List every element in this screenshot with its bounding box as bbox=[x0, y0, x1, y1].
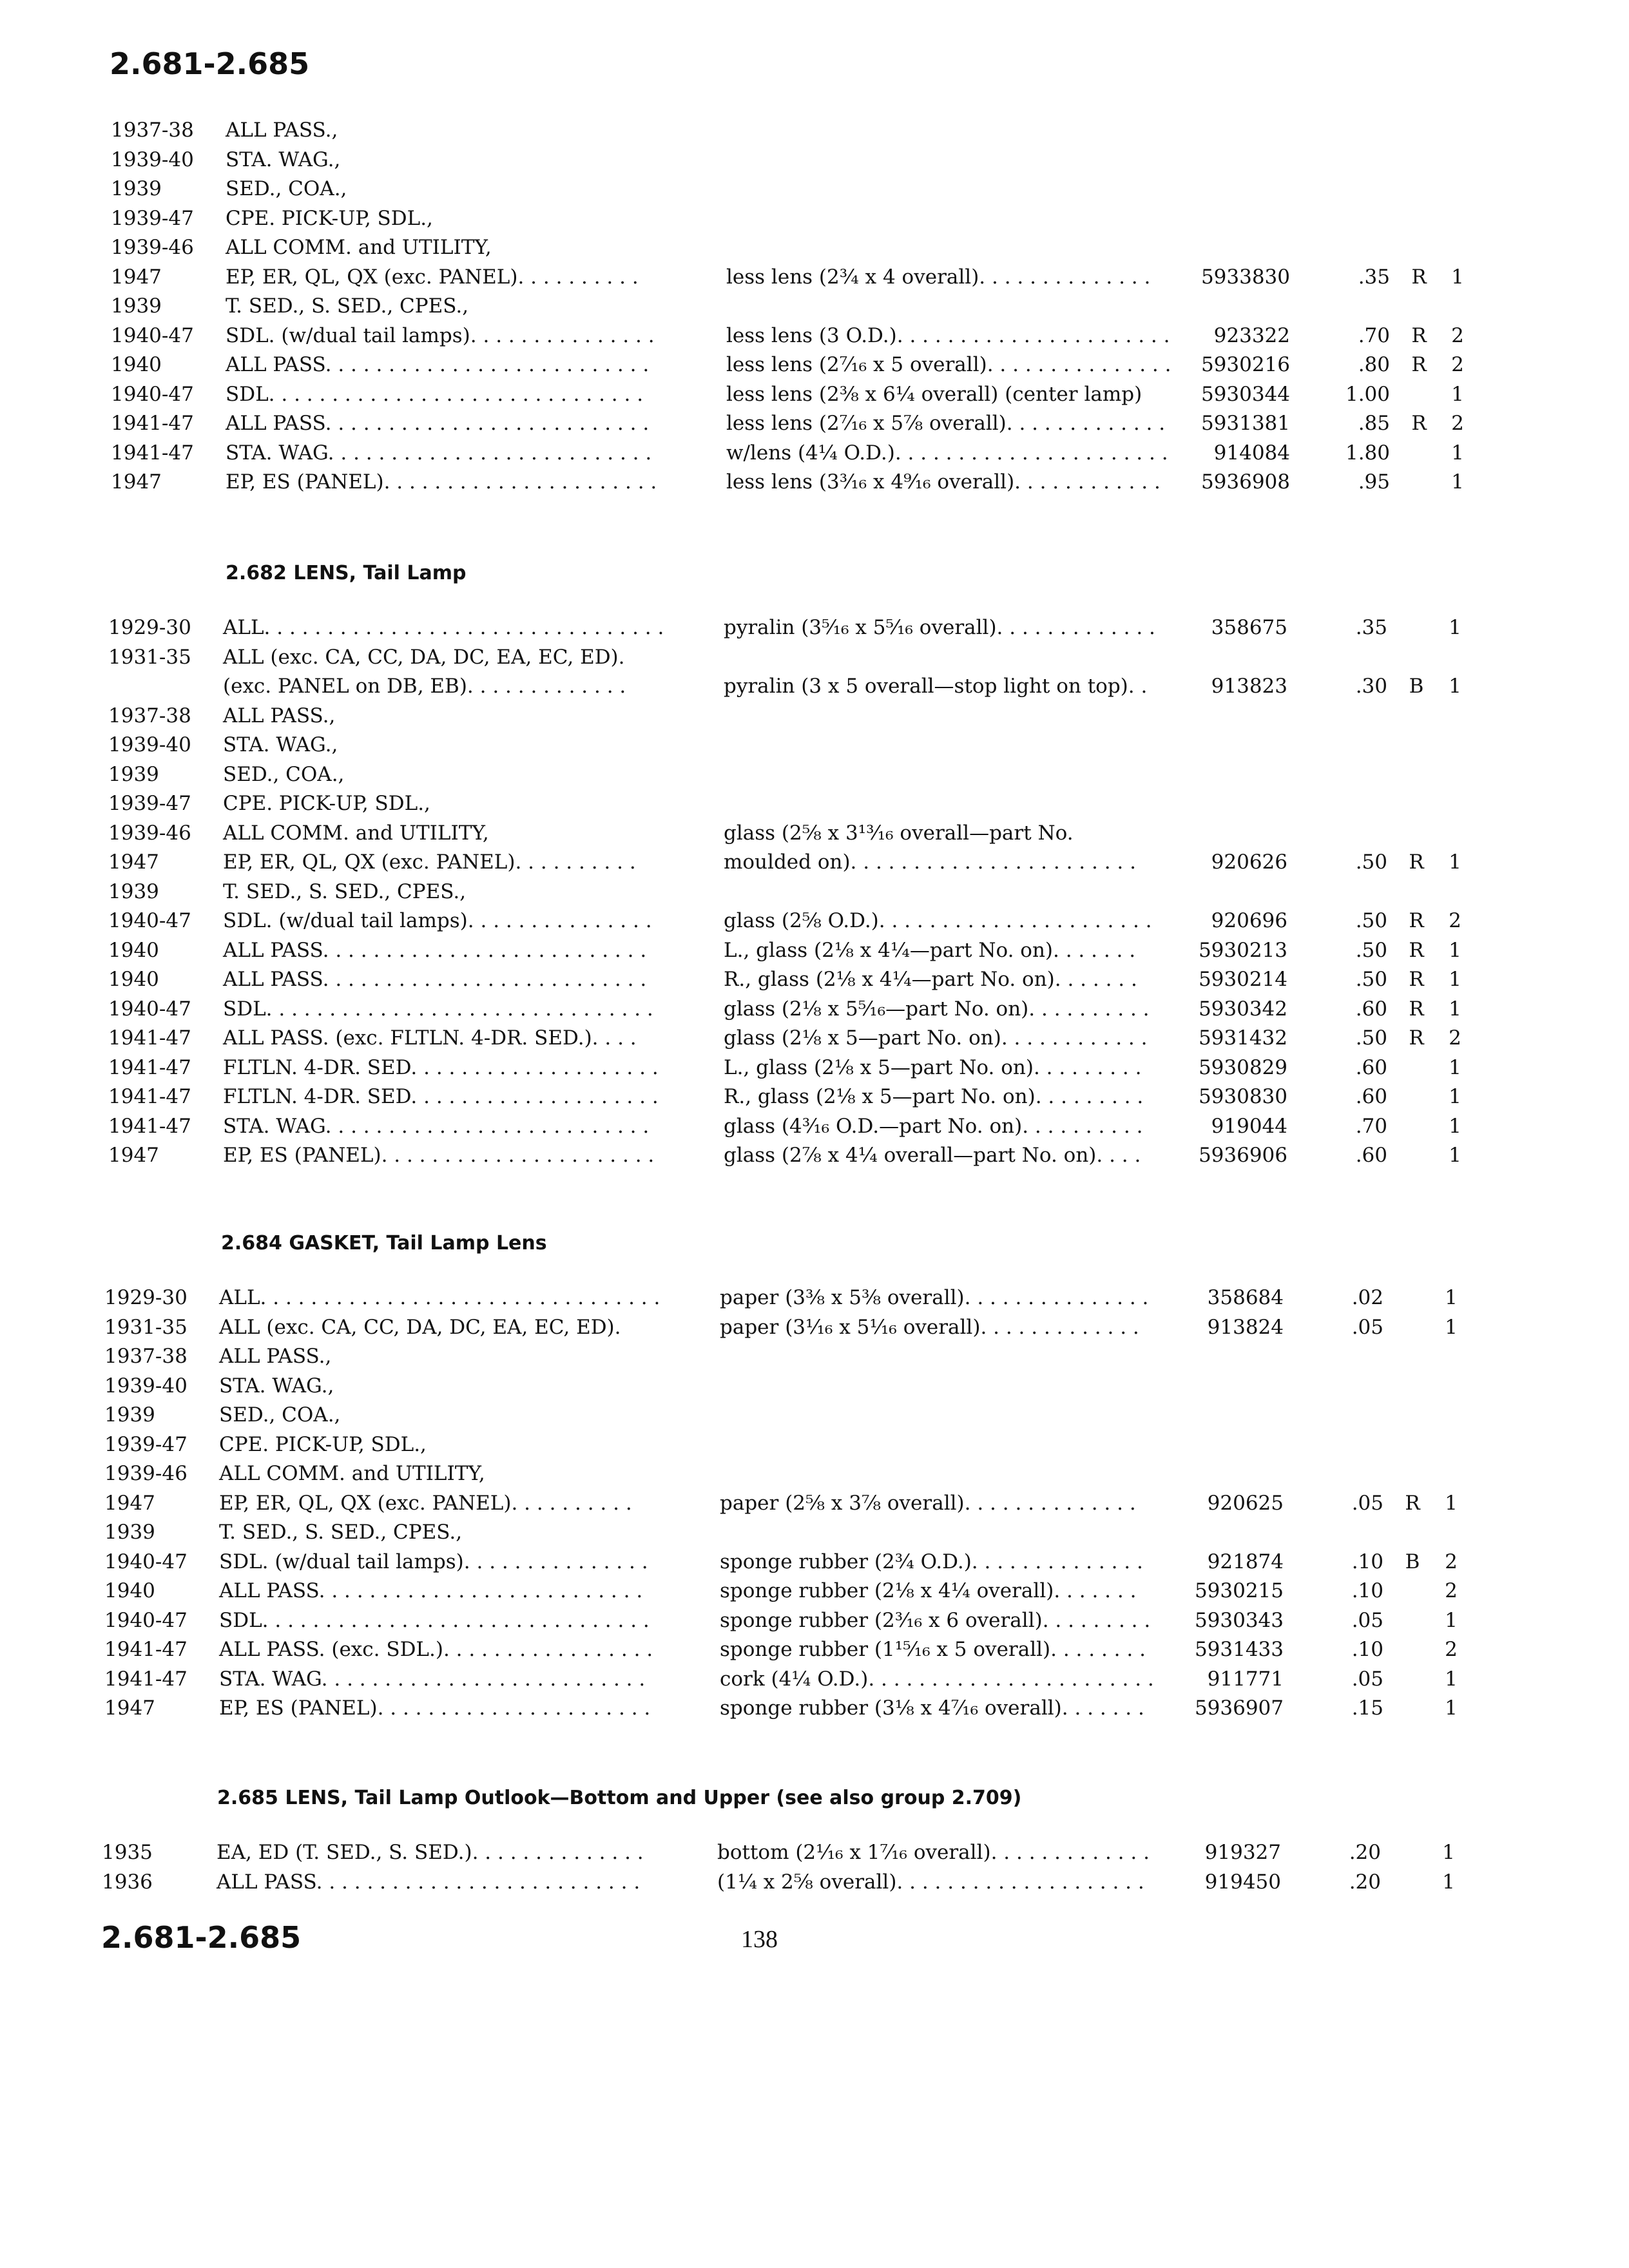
cell-desc: less lens (2⅜ x 6¼ overall) (center lamp) bbox=[726, 382, 1142, 406]
cell-qty: 1 bbox=[1445, 1491, 1458, 1515]
cell-years: 1941-47 bbox=[108, 1085, 191, 1108]
cell-models: STA. WAG., bbox=[223, 733, 338, 756]
cell-desc: less lens (2⁷⁄₁₆ x 5⅞ overall). . . . . . . . . . . . . bbox=[726, 412, 1166, 435]
cell-desc: glass (4³⁄₁₆ O.D.—part No. on). . . . . . . . . . bbox=[724, 1114, 1143, 1138]
cell-desc: sponge rubber (2¾ O.D.). . . . . . . . . . . . . . bbox=[720, 1550, 1143, 1573]
cell-models: SDL. . . . . . . . . . . . . . . . . . . . . . . . . . . . . . . bbox=[219, 1608, 650, 1632]
cell-years: 1939-46 bbox=[104, 1462, 188, 1485]
cell-part: 914084 bbox=[1213, 441, 1290, 465]
cell-desc: sponge rubber (2³⁄₁₆ x 6 overall). . . . . . . . . bbox=[720, 1608, 1151, 1632]
cell-models: ALL (exc. CA, CC, DA, DC, EA, EC, ED). bbox=[223, 645, 625, 669]
cell-years: 1941-47 bbox=[108, 1026, 191, 1050]
cell-years: 1936 bbox=[102, 1870, 153, 1894]
cell-qty: 2 bbox=[1451, 412, 1464, 435]
cell-desc: less lens (2¾ x 4 overall). . . . . . . . . . . . . . bbox=[726, 265, 1151, 289]
cell-models: EP, ES (PANEL). . . . . . . . . . . . . . . . . . . . . . bbox=[223, 1144, 655, 1167]
cell-models: ALL PASS., bbox=[219, 1345, 332, 1368]
cell-part: 5930343 bbox=[1194, 1608, 1284, 1632]
cell-qty: 2 bbox=[1451, 353, 1464, 376]
cell-desc: paper (2⅝ x 3⅞ overall). . . . . . . . . . . . . . bbox=[720, 1491, 1136, 1515]
cell-price: .10 bbox=[1351, 1579, 1383, 1602]
table-row bbox=[102, 1838, 1519, 1867]
cell-models: ALL PASS. . . . . . . . . . . . . . . . . . . . . . . . . . bbox=[223, 968, 647, 991]
cell-years: 1939-47 bbox=[104, 1432, 188, 1456]
table-row bbox=[108, 613, 1526, 642]
table-row bbox=[111, 468, 1528, 497]
table-row bbox=[111, 116, 1528, 145]
table-row bbox=[111, 351, 1528, 380]
cell-code: R bbox=[1409, 1026, 1424, 1050]
table-row bbox=[108, 1024, 1526, 1053]
table-row bbox=[104, 1342, 1522, 1371]
table-row bbox=[111, 380, 1528, 409]
cell-years: 1940 bbox=[108, 968, 159, 991]
cell-models: ALL COMM. and UTILITY, bbox=[223, 821, 489, 845]
cell-qty: 1 bbox=[1449, 616, 1461, 639]
table-row bbox=[104, 1489, 1522, 1518]
cell-desc: glass (2⅝ O.D.). . . . . . . . . . . . . . . . . . . . . . bbox=[724, 909, 1152, 932]
cell-years: 1937-38 bbox=[104, 1345, 188, 1368]
cell-models: CPE. PICK-UP, SDL., bbox=[219, 1432, 427, 1456]
cell-part: 5931432 bbox=[1198, 1026, 1287, 1050]
cell-qty: 2 bbox=[1449, 909, 1461, 932]
table-row bbox=[111, 322, 1528, 351]
cell-price: .02 bbox=[1351, 1286, 1383, 1309]
cell-price: .05 bbox=[1351, 1315, 1383, 1339]
cell-models: SDL. (w/dual tail lamps). . . . . . . . . . . . . . . bbox=[219, 1550, 648, 1573]
table-row bbox=[111, 204, 1528, 233]
cell-models: EA, ED (T. SED., S. SED.). . . . . . . . . . . . . . bbox=[217, 1841, 644, 1864]
cell-years: 1940-47 bbox=[108, 997, 191, 1021]
cell-models: T. SED., S. SED., CPES., bbox=[219, 1521, 463, 1544]
cell-part: 911771 bbox=[1207, 1667, 1284, 1691]
cell-price: .10 bbox=[1351, 1638, 1383, 1661]
table-row bbox=[104, 1283, 1522, 1312]
cell-models: ALL PASS. (exc. SDL.). . . . . . . . . . . . . . . . . bbox=[219, 1638, 653, 1661]
cell-desc: moulded on). . . . . . . . . . . . . . . . . . . . . . . bbox=[724, 850, 1136, 874]
cell-qty: 1 bbox=[1449, 675, 1461, 698]
cell-code: B bbox=[1409, 675, 1424, 698]
table-row bbox=[108, 936, 1526, 965]
cell-models: ALL COMM. and UTILITY, bbox=[226, 236, 492, 259]
table-row bbox=[111, 263, 1528, 292]
cell-years: 1947 bbox=[104, 1696, 155, 1720]
cell-models: ALL PASS. . . . . . . . . . . . . . . . . . . . . . . . . . bbox=[223, 938, 647, 962]
table-row bbox=[102, 1868, 1519, 1897]
cell-years: 1940-47 bbox=[104, 1608, 188, 1632]
cell-price: .20 bbox=[1349, 1841, 1381, 1864]
table-row bbox=[108, 789, 1526, 818]
cell-years: 1939-47 bbox=[111, 206, 194, 230]
table-row bbox=[111, 292, 1528, 321]
cell-price: .50 bbox=[1355, 968, 1387, 991]
table-row bbox=[104, 1401, 1522, 1430]
cell-years: 1937-38 bbox=[111, 119, 194, 142]
cell-price: .50 bbox=[1355, 850, 1387, 874]
cell-code: R bbox=[1409, 850, 1424, 874]
cell-years: 1940-47 bbox=[111, 382, 194, 406]
cell-part: 5933830 bbox=[1200, 265, 1290, 289]
cell-models: EP, ER, QL, QX (exc. PANEL). . . . . . . . . . bbox=[226, 265, 639, 289]
table-row bbox=[104, 1459, 1522, 1488]
table-row bbox=[111, 233, 1528, 262]
cell-price: .05 bbox=[1351, 1491, 1383, 1515]
cell-models: STA. WAG., bbox=[226, 148, 341, 171]
cell-desc: R., glass (2⅛ x 5—part No. on). . . . . . . . . bbox=[724, 1085, 1144, 1108]
table-row bbox=[111, 409, 1528, 438]
cell-years: 1939 bbox=[111, 294, 162, 318]
cell-models: T. SED., S. SED., CPES., bbox=[223, 879, 467, 903]
cell-part: 5936907 bbox=[1194, 1696, 1284, 1720]
cell-part: 358675 bbox=[1211, 616, 1287, 639]
cell-part: 5930216 bbox=[1200, 353, 1290, 376]
cell-part: 919450 bbox=[1204, 1870, 1281, 1894]
table-row bbox=[108, 1053, 1526, 1082]
cell-qty: 2 bbox=[1449, 1026, 1461, 1050]
cell-desc: less lens (2⁷⁄₁₆ x 5 overall). . . . . . . . . . . . . . . bbox=[726, 353, 1171, 376]
cell-models: T. SED., S. SED., CPES., bbox=[226, 294, 469, 318]
table-row bbox=[108, 1141, 1526, 1170]
cell-part: 920696 bbox=[1211, 909, 1287, 932]
table-row bbox=[108, 760, 1526, 789]
cell-qty: 1 bbox=[1445, 1608, 1458, 1632]
cell-price: .35 bbox=[1358, 265, 1390, 289]
cell-price: .95 bbox=[1358, 470, 1390, 494]
table-row bbox=[104, 1518, 1522, 1547]
cell-desc: pyralin (3 x 5 overall—stop light on top). . bbox=[724, 675, 1148, 698]
cell-price: .60 bbox=[1355, 1055, 1387, 1079]
cell-years: 1939-47 bbox=[108, 792, 191, 815]
cell-part: 5931433 bbox=[1194, 1638, 1284, 1661]
cell-models: ALL. . . . . . . . . . . . . . . . . . . . . . . . . . . . . . . . bbox=[219, 1286, 660, 1309]
cell-qty: 1 bbox=[1451, 265, 1464, 289]
cell-years: 1939-46 bbox=[108, 821, 191, 845]
cell-models: SED., COA., bbox=[223, 762, 345, 786]
cell-desc: pyralin (3⁵⁄₁₆ x 5⁵⁄₁₆ overall). . . . . . . . . . . . . bbox=[724, 616, 1155, 639]
cell-part: 5930213 bbox=[1198, 938, 1287, 962]
cell-desc: glass (2⅛ x 5—part No. on). . . . . . . . . . . . bbox=[724, 1026, 1148, 1050]
cell-part: 920626 bbox=[1211, 850, 1287, 874]
cell-models: ALL PASS. . . . . . . . . . . . . . . . . . . . . . . . . . bbox=[219, 1579, 643, 1602]
cell-part: 5930829 bbox=[1198, 1055, 1287, 1079]
cell-years: 1940-47 bbox=[111, 323, 194, 347]
cell-qty: 1 bbox=[1451, 382, 1464, 406]
cell-part: 921874 bbox=[1207, 1550, 1284, 1573]
cell-part: 5930215 bbox=[1194, 1579, 1284, 1602]
cell-code: R bbox=[1411, 265, 1427, 289]
cell-models: SDL. . . . . . . . . . . . . . . . . . . . . . . . . . . . . . bbox=[226, 382, 644, 406]
cell-price: .15 bbox=[1351, 1696, 1383, 1720]
cell-years: 1939 bbox=[108, 762, 159, 786]
cell-years: 1947 bbox=[108, 1144, 159, 1167]
cell-years: 1940 bbox=[108, 938, 159, 962]
cell-qty: 1 bbox=[1449, 997, 1461, 1021]
cell-models: SDL. . . . . . . . . . . . . . . . . . . . . . . . . . . . . . . bbox=[223, 997, 653, 1021]
table-row bbox=[108, 702, 1526, 731]
cell-code: R bbox=[1409, 997, 1424, 1021]
cell-price: .70 bbox=[1355, 1114, 1387, 1138]
cell-models: CPE. PICK-UP, SDL., bbox=[223, 792, 430, 815]
cell-part: 358684 bbox=[1207, 1286, 1284, 1309]
cell-years: 1940-47 bbox=[104, 1550, 188, 1573]
cell-models: STA. WAG., bbox=[219, 1374, 334, 1398]
cell-qty: 2 bbox=[1445, 1638, 1458, 1661]
cell-years: 1940-47 bbox=[108, 909, 191, 932]
page-number: 138 bbox=[741, 1926, 778, 1953]
cell-price: 1.80 bbox=[1345, 441, 1390, 465]
table-row bbox=[108, 878, 1526, 907]
cell-desc: glass (2⅞ x 4¼ overall—part No. on). . . . bbox=[724, 1144, 1141, 1167]
cell-models: ALL PASS. . . . . . . . . . . . . . . . . . . . . . . . . . bbox=[226, 412, 650, 435]
cell-code: B bbox=[1405, 1550, 1420, 1573]
cell-desc: less lens (3³⁄₁₆ x 4⁹⁄₁₆ overall). . . . . . . . . . . . bbox=[726, 470, 1161, 494]
cell-code: R bbox=[1411, 323, 1427, 347]
cell-years: 1941-47 bbox=[108, 1114, 191, 1138]
cell-code: R bbox=[1411, 412, 1427, 435]
table-row bbox=[108, 1082, 1526, 1111]
cell-part: 5936906 bbox=[1198, 1144, 1287, 1167]
cell-part: 913824 bbox=[1207, 1315, 1284, 1339]
cell-qty: 1 bbox=[1451, 470, 1464, 494]
cell-part: 5930830 bbox=[1198, 1085, 1287, 1108]
cell-models: SED., COA., bbox=[219, 1403, 341, 1427]
cell-price: .05 bbox=[1351, 1667, 1383, 1691]
cell-part: 919327 bbox=[1204, 1841, 1281, 1864]
cell-price: .35 bbox=[1355, 616, 1387, 639]
cell-code: R bbox=[1411, 353, 1427, 376]
cell-code: R bbox=[1409, 909, 1424, 932]
cell-years: 1939-40 bbox=[111, 148, 194, 171]
cell-models: STA. WAG. . . . . . . . . . . . . . . . . . . . . . . . . . bbox=[226, 441, 652, 465]
cell-part: 5936908 bbox=[1200, 470, 1290, 494]
cell-code: R bbox=[1409, 938, 1424, 962]
cell-qty: 1 bbox=[1442, 1841, 1455, 1864]
cell-desc: L., glass (2⅛ x 4¼—part No. on). . . . . . . bbox=[724, 938, 1136, 962]
cell-years: 1947 bbox=[111, 470, 162, 494]
cell-years: 1939-40 bbox=[104, 1374, 188, 1398]
cell-qty: 1 bbox=[1449, 1085, 1461, 1108]
cell-models: ALL COMM. and UTILITY, bbox=[219, 1462, 485, 1485]
cell-years: 1929-30 bbox=[104, 1286, 188, 1309]
cell-price: .10 bbox=[1351, 1550, 1383, 1573]
cell-desc: bottom (2¹⁄₁₆ x 1⁷⁄₁₆ overall). . . . . . . . . . . . . bbox=[717, 1841, 1150, 1864]
cell-models: EP, ES (PANEL). . . . . . . . . . . . . . . . . . . . . . bbox=[226, 470, 657, 494]
cell-models: ALL PASS. (exc. FLTLN. 4-DR. SED.). . . . bbox=[223, 1026, 637, 1050]
table-row bbox=[104, 1694, 1522, 1723]
cell-years: 1941-47 bbox=[108, 1055, 191, 1079]
cell-desc: paper (3¹⁄₁₆ x 5¹⁄₁₆ overall). . . . . . . . . . . . . bbox=[720, 1315, 1139, 1339]
cell-price: .80 bbox=[1358, 353, 1390, 376]
cell-part: 913823 bbox=[1211, 675, 1287, 698]
cell-part: 5930214 bbox=[1198, 968, 1287, 991]
cell-part: 5930342 bbox=[1198, 997, 1287, 1021]
page-footer-title: 2.681-2.685 bbox=[101, 1920, 302, 1955]
cell-years: 1941-47 bbox=[111, 441, 194, 465]
cell-price: .50 bbox=[1355, 1026, 1387, 1050]
cell-desc: glass (2⅝ x 3¹³⁄₁₆ overall—part No. bbox=[724, 821, 1074, 845]
table-row bbox=[108, 672, 1526, 701]
cell-desc: L., glass (2⅛ x 5—part No. on). . . . . . . . . bbox=[724, 1055, 1142, 1079]
cell-years: 1939 bbox=[111, 177, 162, 200]
table-row bbox=[111, 146, 1528, 175]
table-row bbox=[108, 643, 1526, 672]
cell-price: .50 bbox=[1355, 938, 1387, 962]
cell-years: 1937-38 bbox=[108, 704, 191, 727]
cell-part: 5931381 bbox=[1200, 412, 1290, 435]
cell-price: .30 bbox=[1355, 675, 1387, 698]
cell-qty: 2 bbox=[1445, 1550, 1458, 1573]
table-row bbox=[108, 907, 1526, 936]
table-row bbox=[108, 995, 1526, 1024]
cell-qty: 1 bbox=[1445, 1315, 1458, 1339]
table-row bbox=[104, 1430, 1522, 1459]
cell-desc: sponge rubber (1¹⁵⁄₁₆ x 5 overall). . . . . . . . bbox=[720, 1638, 1146, 1661]
cell-years: 1941-47 bbox=[104, 1638, 188, 1661]
cell-years: 1947 bbox=[104, 1491, 155, 1515]
cell-years: 1941-47 bbox=[104, 1667, 188, 1691]
cell-years: 1947 bbox=[111, 265, 162, 289]
cell-desc: cork (4¼ O.D.). . . . . . . . . . . . . . . . . . . . . . . bbox=[720, 1667, 1154, 1691]
cell-qty: 1 bbox=[1445, 1667, 1458, 1691]
cell-years: 1939 bbox=[104, 1403, 155, 1427]
cell-code: R bbox=[1405, 1491, 1420, 1515]
table-row bbox=[108, 848, 1526, 877]
table-row bbox=[104, 1665, 1522, 1694]
cell-desc: w/lens (4¼ O.D.). . . . . . . . . . . . . . . . . . . . . . bbox=[726, 441, 1168, 465]
cell-price: .50 bbox=[1355, 909, 1387, 932]
cell-part: 923322 bbox=[1213, 323, 1290, 347]
cell-models: (exc. PANEL on DB, EB). . . . . . . . . . . . . bbox=[223, 675, 626, 698]
cell-price: .60 bbox=[1355, 1085, 1387, 1108]
cell-models: SDL. (w/dual tail lamps). . . . . . . . . . . . . . . bbox=[223, 909, 652, 932]
cell-qty: 1 bbox=[1445, 1696, 1458, 1720]
cell-qty: 1 bbox=[1449, 1055, 1461, 1079]
cell-qty: 1 bbox=[1449, 938, 1461, 962]
cell-qty: 2 bbox=[1451, 323, 1464, 347]
cell-desc: (1¼ x 2⅝ overall). . . . . . . . . . . . . . . . . . . . bbox=[717, 1870, 1144, 1894]
section-heading-2685: 2.685 LENS, Tail Lamp Outlook—Bottom and Upper (see also group 2.709) bbox=[217, 1787, 1022, 1809]
cell-years: 1939 bbox=[104, 1521, 155, 1544]
cell-years: 1929-30 bbox=[108, 616, 191, 639]
section-heading-2682: 2.682 LENS, Tail Lamp bbox=[226, 562, 467, 584]
cell-models: ALL PASS., bbox=[226, 119, 338, 142]
cell-price: .20 bbox=[1349, 1870, 1381, 1894]
cell-models: EP, ER, QL, QX (exc. PANEL). . . . . . . . . . bbox=[219, 1491, 632, 1515]
table-row bbox=[111, 439, 1528, 468]
table-row bbox=[104, 1372, 1522, 1401]
cell-desc: paper (3⅜ x 5⅜ overall). . . . . . . . . . . . . . . bbox=[720, 1286, 1149, 1309]
cell-years: 1939-40 bbox=[108, 733, 191, 756]
cell-models: ALL. . . . . . . . . . . . . . . . . . . . . . . . . . . . . . . . bbox=[223, 616, 664, 639]
cell-years: 1939 bbox=[108, 879, 159, 903]
cell-price: .70 bbox=[1358, 323, 1390, 347]
cell-qty: 1 bbox=[1445, 1286, 1458, 1309]
cell-desc: sponge rubber (2⅛ x 4¼ overall). . . . . . . bbox=[720, 1579, 1137, 1602]
cell-models: ALL PASS. . . . . . . . . . . . . . . . . . . . . . . . . . bbox=[217, 1870, 641, 1894]
cell-price: .60 bbox=[1355, 997, 1387, 1021]
table-row bbox=[104, 1635, 1522, 1664]
cell-years: 1940 bbox=[111, 353, 162, 376]
cell-models: EP, ES (PANEL). . . . . . . . . . . . . . . . . . . . . . bbox=[219, 1696, 651, 1720]
cell-years: 1941-47 bbox=[111, 412, 194, 435]
cell-price: .85 bbox=[1358, 412, 1390, 435]
page-header-title: 2.681-2.685 bbox=[110, 46, 310, 81]
cell-models: ALL (exc. CA, CC, DA, DC, EA, EC, ED). bbox=[219, 1315, 621, 1339]
cell-models: STA. WAG. . . . . . . . . . . . . . . . . . . . . . . . . . bbox=[223, 1114, 650, 1138]
cell-models: FLTLN. 4-DR. SED. . . . . . . . . . . . . . . . . . . . bbox=[223, 1055, 659, 1079]
cell-years: 1940 bbox=[104, 1579, 155, 1602]
cell-code: R bbox=[1409, 968, 1424, 991]
cell-price: 1.00 bbox=[1345, 382, 1390, 406]
table-row bbox=[108, 1112, 1526, 1141]
cell-years: 1947 bbox=[108, 850, 159, 874]
table-row bbox=[104, 1577, 1522, 1606]
table-row bbox=[104, 1313, 1522, 1342]
table-row bbox=[108, 731, 1526, 760]
cell-qty: 2 bbox=[1445, 1579, 1458, 1602]
table-row bbox=[104, 1548, 1522, 1577]
cell-desc: glass (2⅛ x 5⁵⁄₁₆—part No. on). . . . . . . . . . bbox=[724, 997, 1150, 1021]
cell-desc: less lens (3 O.D.). . . . . . . . . . . . . . . . . . . . . . bbox=[726, 323, 1170, 347]
cell-models: ALL PASS., bbox=[223, 704, 336, 727]
cell-models: ALL PASS. . . . . . . . . . . . . . . . . . . . . . . . . . bbox=[226, 353, 650, 376]
cell-models: EP, ER, QL, QX (exc. PANEL). . . . . . . . . . bbox=[223, 850, 636, 874]
cell-price: .60 bbox=[1355, 1144, 1387, 1167]
cell-years: 1939-46 bbox=[111, 236, 194, 259]
cell-models: SDL. (w/dual tail lamps). . . . . . . . . . . . . . . bbox=[226, 323, 655, 347]
cell-qty: 1 bbox=[1449, 1114, 1461, 1138]
cell-qty: 1 bbox=[1449, 1144, 1461, 1167]
cell-price: .05 bbox=[1351, 1608, 1383, 1632]
cell-qty: 1 bbox=[1451, 441, 1464, 465]
cell-years: 1931-35 bbox=[108, 645, 191, 669]
cell-years: 1931-35 bbox=[104, 1315, 188, 1339]
table-row bbox=[108, 965, 1526, 994]
section-heading-2684: 2.684 GASKET, Tail Lamp Lens bbox=[221, 1232, 547, 1254]
cell-models: CPE. PICK-UP, SDL., bbox=[226, 206, 433, 230]
cell-models: STA. WAG. . . . . . . . . . . . . . . . . . . . . . . . . . bbox=[219, 1667, 646, 1691]
cell-models: SED., COA., bbox=[226, 177, 347, 200]
cell-qty: 1 bbox=[1442, 1870, 1455, 1894]
table-row bbox=[111, 175, 1528, 204]
table-row bbox=[104, 1606, 1522, 1635]
cell-qty: 1 bbox=[1449, 968, 1461, 991]
cell-part: 5930344 bbox=[1200, 382, 1290, 406]
cell-part: 920625 bbox=[1207, 1491, 1284, 1515]
cell-desc: sponge rubber (3⅛ x 4⁷⁄₁₆ overall). . . . . . . bbox=[720, 1696, 1144, 1720]
table-row bbox=[108, 819, 1526, 848]
cell-years: 1935 bbox=[102, 1841, 153, 1864]
cell-qty: 1 bbox=[1449, 850, 1461, 874]
cell-part: 919044 bbox=[1211, 1114, 1287, 1138]
cell-models: FLTLN. 4-DR. SED. . . . . . . . . . . . . . . . . . . . bbox=[223, 1085, 659, 1108]
cell-desc: R., glass (2⅛ x 4¼—part No. on). . . . . . . bbox=[724, 968, 1137, 991]
